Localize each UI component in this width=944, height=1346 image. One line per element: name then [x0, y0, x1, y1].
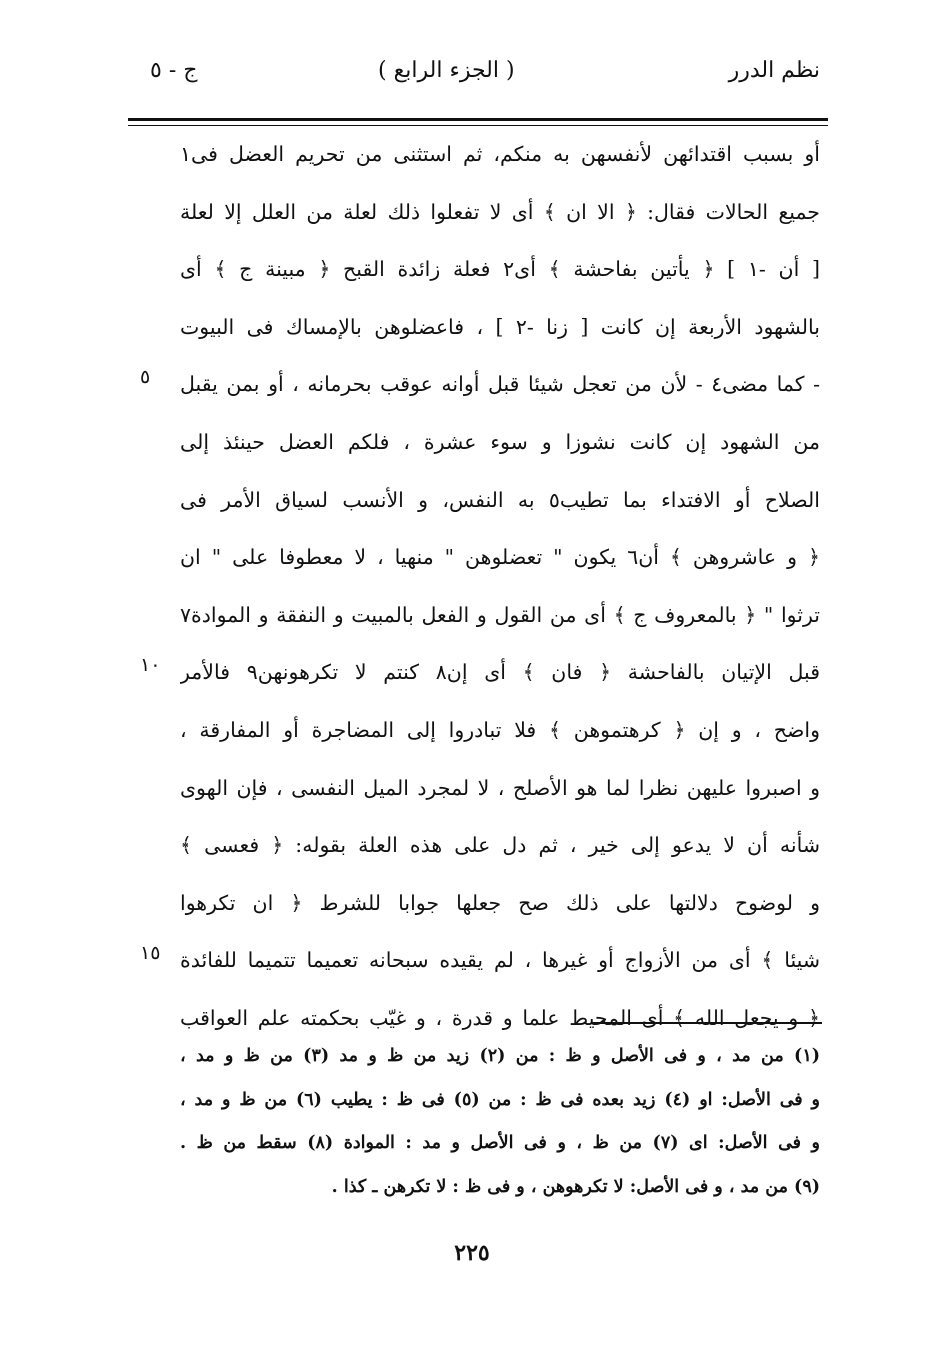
line-number: ١٥ — [140, 942, 161, 964]
volume-reference: ج - ٥ — [150, 58, 198, 83]
text-line: بالشهود الأربعة إن كانت [ زنا -٢ ] ، فاعضلوهن بالإمساك فى البيوت — [180, 314, 820, 339]
text-line: و لوضوح دلالتها على ذلك صح جعلها جوابا للشرط ﴿ ان تكرهوا — [180, 890, 820, 915]
line-number: ١٠ — [140, 654, 161, 676]
text-line: من الشهود إن كانت نشوزا و سوء عشرة ، فلكم العضل حينئذ إلى — [180, 429, 820, 454]
footnote-line: (١) من مد ، و فى الأصل و ظ : من (٢) زيد من ظ و مد (٣) من ظ و مد ، — [180, 1046, 820, 1066]
text-line: جميع الحالات فقال: ﴿ الا ان ﴾ أى لا تفعلوا ذلك لعلة من العلل إلا لعلة — [180, 199, 820, 224]
footnote-rule — [592, 1022, 822, 1024]
footnote-line: و فى الأصل: او (٤) زيد بعده فى ظ : من (٥) فى ظ : يطيب (٦) من ظ و مد ، — [180, 1089, 820, 1110]
page-header — [150, 58, 820, 98]
text-line: ﴿ و يجعل الله ﴾ أى المحيط علما و قدرة ، و غيّب بحكمته علم العواقب — [180, 1005, 820, 1030]
text-line: [ أن -١ ] ﴿ يأتين بفاحشة ﴾ أى٢ فعلة زائدة القبح ﴿ مبينة ج ﴾ أى — [180, 257, 820, 282]
line-number: ٥ — [140, 366, 151, 388]
footnote-line: و فى الأصل: اى (٧) من ظ ، و فى الأصل و مد : الموادة (٨) سقط من ظ . — [180, 1133, 820, 1153]
page-number: ٢٢٥ — [454, 1240, 490, 1266]
footnote-line: (٩) من مد ، و فى الأصل: لا تكرهوهن ، و فى ظ : لا تكرهن ـ كذا . — [331, 1176, 820, 1197]
main-text — [180, 126, 820, 1048]
text-line: و اصبروا عليهن نظرا لما هو الأصلح ، لا لمجرد الميل النفسى ، فإن الهوى — [180, 775, 820, 800]
text-line: الصلاح أو الافتداء بما تطيب٥ به النفس، و الأنسب لسياق الأمر فى — [180, 487, 820, 512]
text-line: شيئا ﴾ أى من الأزواج أو غيرها ، لم يقيده سبحانه تعميما تتميما للفائدة — [180, 948, 820, 973]
header-rule-thick — [128, 118, 828, 121]
text-line: شأنه أن لا يدعو إلى خير ، ثم دل على هذه العلة بقوله: ﴿ فعسى ﴾ — [180, 833, 820, 858]
book-title: نظم الدرر — [728, 58, 820, 83]
text-line: ﴿ و عاشروهن ﴾ أن٦ يكون " تعضلوهن " منهيا ، لا معطوفا على " ان — [180, 545, 820, 570]
text-line: واضح ، و إن ﴿ كرهتموهن ﴾ فلا تبادروا إلى المضاجرة أو المفارقة ، — [180, 717, 820, 742]
text-line: قبل الإتيان بالفاحشة ﴿ فان ﴾ أى إن٨ كنتم لا تكرهونهن٩ فالأمر — [180, 660, 820, 685]
text-line: - كما مضى٤ - لأن من تعجل شيئا قبل أوانه عوقب بحرمانه ، أو بمن يقبل — [180, 372, 820, 397]
part-label: ( الجزء الرابع ) — [378, 58, 515, 83]
footnotes — [180, 1035, 820, 1209]
text-line: أو بسبب اقتدائهن لأنفسهن به منكم، ثم استثنى من تحريم العضل فى١ — [180, 142, 820, 166]
text-line: ترثوا " ﴿ بالمعروف ج ﴾ أى من القول و الفعل بالمبيت و النفقة و الموادة٧ — [180, 602, 820, 627]
